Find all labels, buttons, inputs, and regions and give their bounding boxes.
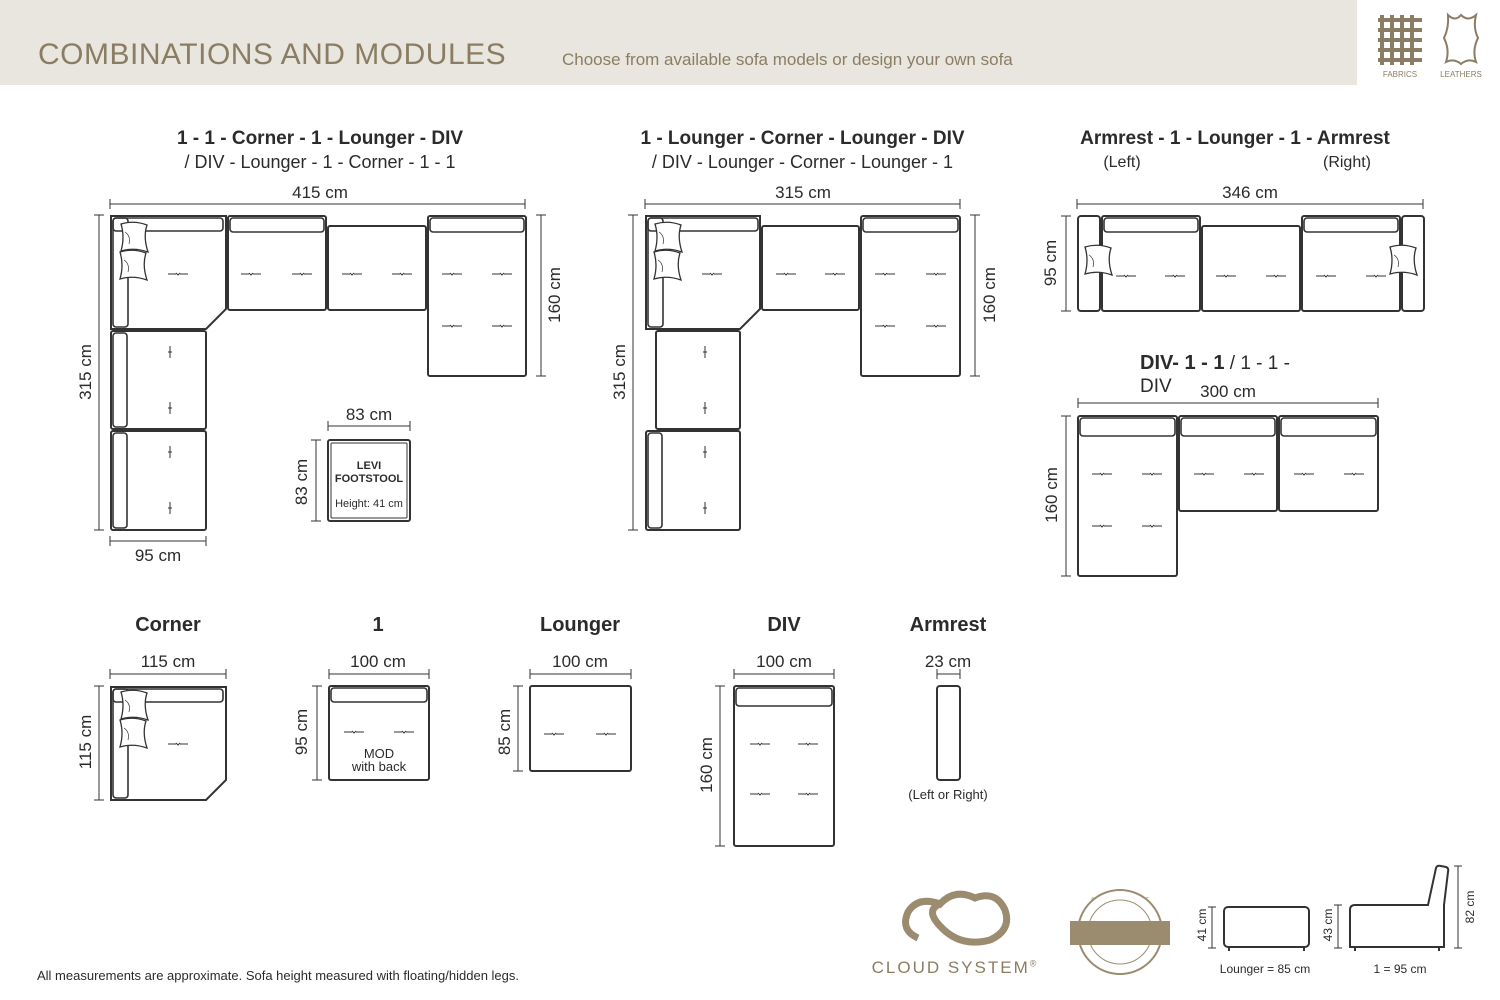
- combo2-title: 1 - Lounger - Corner - Lounger - DIV: [640, 128, 965, 149]
- combo2-height-dim: 160 cm: [980, 267, 999, 323]
- combo1-width-dim: 415 cm: [292, 183, 348, 202]
- fabrics-label: FABRICS: [1382, 70, 1418, 79]
- module-div-drawing: [715, 669, 834, 846]
- combo1-subtitle: / DIV - Lounger - 1 - Corner - 1 - 1: [184, 152, 456, 172]
- module-one-drawing: [312, 669, 429, 780]
- combo4-title-rest: / 1 - 1 - DIV: [1140, 353, 1290, 397]
- footstool-width-dim: 83 cm: [345, 405, 393, 424]
- module-corner-width: 115 cm: [140, 652, 196, 671]
- one-profile-back: 82 cm: [1463, 890, 1477, 924]
- combo3-width-dim: 346 cm: [1222, 183, 1278, 202]
- combo4-depth-dim: 160 cm: [1042, 467, 1061, 523]
- footer-note: All measurements are approximate. Sofa height measured with floating/hidden legs.: [37, 968, 519, 983]
- module-armrest-note: (Left or Right): [908, 787, 988, 802]
- module-lounger-width: 100 cm: [552, 652, 608, 671]
- lounger-profile-height: 41 cm: [1195, 908, 1209, 942]
- module-armrest-title: Armrest: [909, 614, 987, 636]
- module-corner-depth: 115 cm: [76, 714, 95, 770]
- combo2-width-dim: 315 cm: [775, 183, 831, 202]
- combo3-left-label: (Left): [1103, 154, 1141, 171]
- combo1-bottom-dim: 95 cm: [134, 546, 182, 565]
- combo3-drawing: [1061, 199, 1424, 311]
- footstool-height: Height: 41 cm: [335, 498, 403, 510]
- module-one-width: 100 cm: [350, 652, 406, 671]
- module-one-title: 1: [372, 614, 384, 636]
- combo1-drawing: [94, 199, 546, 546]
- combo4-width-dim: 300 cm: [1200, 382, 1256, 401]
- leathers-label: LEATHERS: [1440, 70, 1482, 79]
- module-div-depth: 160 cm: [697, 737, 716, 793]
- brand-name-text: CLOUD SYSTEM: [871, 958, 1030, 977]
- one-profile-drawing: [1334, 866, 1462, 951]
- module-corner-drawing: [94, 669, 226, 800]
- module-lounger-title: Lounger: [540, 614, 620, 636]
- combo1-title: 1 - 1 - Corner - 1 - Lounger - DIV: [176, 128, 464, 149]
- brand-mark: ®: [1029, 958, 1039, 969]
- footstool-depth-dim: 83 cm: [292, 458, 311, 506]
- footstool-name-2: FOOTSTOOL: [334, 473, 404, 485]
- page-title: COMBINATIONS AND MODULES: [38, 38, 507, 71]
- module-div-width: 100 cm: [756, 652, 812, 671]
- combo4-title-bold: DIV- 1 - 1: [1140, 352, 1225, 374]
- combo1-height-dim: 160 cm: [545, 267, 564, 323]
- combo2-depth-dim: 315 cm: [610, 344, 629, 400]
- combo3-depth-dim: 95 cm: [1041, 239, 1060, 287]
- footstool-name-1: LEVI: [356, 460, 382, 472]
- page-subtitle: Choose from available sofa models or design your own sofa: [562, 50, 1013, 69]
- combo3-right-label: (Right): [1322, 154, 1371, 171]
- combo2-subtitle: / DIV - Lounger - Corner - Lounger - 1: [651, 152, 954, 172]
- combo1-depth-dim: 315 cm: [76, 344, 95, 400]
- module-lounger-depth: 85 cm: [495, 708, 514, 756]
- lounger-profile-drawing: [1208, 907, 1309, 951]
- combo3-title: Armrest - 1 - Lounger - 1 - Armrest: [1080, 128, 1390, 149]
- cloud-system-logo: [906, 894, 1007, 942]
- combo4-drawing: [1061, 398, 1378, 576]
- lounger-profile-label: Lounger = 85 cm: [1219, 962, 1311, 976]
- module-lounger-drawing: [513, 669, 631, 771]
- module-one-note-2: with back: [351, 759, 407, 774]
- one-profile-seat: 43 cm: [1321, 908, 1335, 942]
- module-armrest-drawing: [937, 669, 960, 780]
- one-profile-label: 1 = 95 cm: [1373, 962, 1427, 976]
- module-corner-title: Corner: [135, 614, 201, 636]
- module-one-note-1: MOD: [363, 746, 395, 761]
- module-div-title: DIV: [767, 614, 801, 636]
- module-one-depth: 95 cm: [292, 708, 311, 756]
- guarantee-badge-icon: [1070, 890, 1170, 974]
- module-armrest-width: 23 cm: [924, 652, 972, 671]
